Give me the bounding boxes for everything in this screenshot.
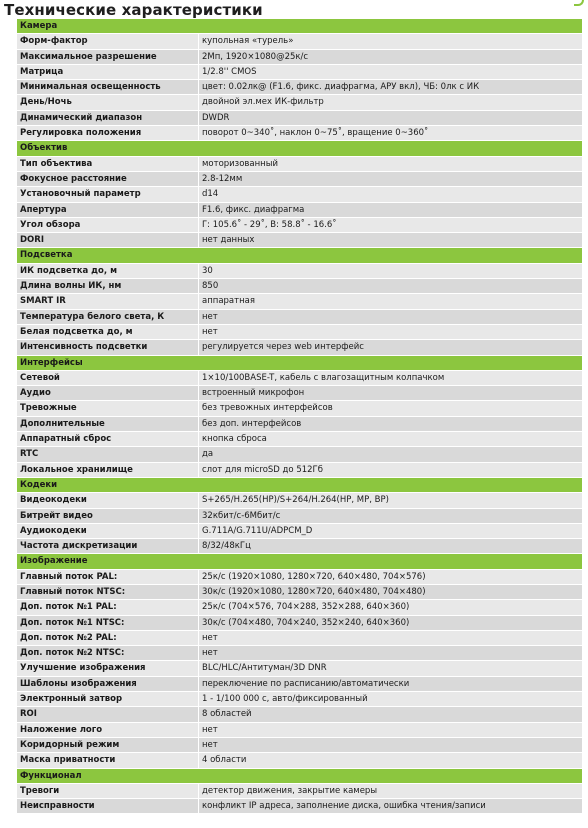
spec-value: нет: [202, 311, 218, 322]
spec-value: d14: [202, 189, 219, 200]
spec-row: [17, 570, 582, 585]
section-header: Функционал: [17, 769, 582, 784]
spec-row: [17, 432, 582, 447]
spec-row: [17, 126, 582, 141]
spec-key: Белая подсветка до, м: [17, 325, 199, 339]
section-header: Интерфейсы: [17, 356, 582, 371]
spec-value: 25к/с (704×576, 704×288, 352×288, 640×360): [202, 602, 410, 613]
spec-row: [17, 738, 582, 753]
spec-key: Неисправности: [17, 799, 199, 813]
spec-row: [17, 386, 582, 401]
spec-key: Маска приватности: [17, 753, 199, 767]
spec-key: Частота дискретизации: [17, 539, 199, 553]
spec-row: [17, 264, 582, 279]
spec-key: Главный поток PAL:: [17, 570, 199, 584]
spec-row: [17, 539, 582, 554]
spec-value: без тревожных интерфейсов: [202, 403, 333, 414]
spec-key: Апертура: [17, 203, 199, 217]
spec-key: Шаблоны изображения: [17, 677, 199, 691]
spec-value: кнопка сброса: [202, 434, 267, 445]
spec-key: Электронный затвор: [17, 692, 199, 706]
spec-value: S+265/H.265(HP)/S+264/H.264(HP, MP, BP): [202, 495, 389, 506]
spec-key: Динамический диапазон: [17, 111, 199, 125]
spec-value: переключение по расписанию/автоматически: [202, 678, 410, 689]
spec-value: 32кбит/с-6Мбит/с: [202, 510, 281, 521]
spec-key: День/Ночь: [17, 95, 199, 109]
spec-key: Дополнительные: [17, 417, 199, 431]
spec-value: 2Мп, 1920×1080@25к/с: [202, 51, 309, 62]
spec-value: нет: [202, 326, 218, 337]
spec-value: 8/32/48кГц: [202, 541, 251, 552]
spec-row: [17, 218, 582, 233]
spec-key: ИК подсветка до, м: [17, 264, 199, 278]
spec-row: [17, 723, 582, 738]
section-header: Изображение: [17, 554, 582, 569]
spec-value: конфликт IP адреса, заполнение диска, ошибка чтения/записи: [202, 801, 486, 812]
spec-value: нет: [202, 648, 218, 659]
section-header: Кодеки: [17, 478, 582, 493]
spec-value: аппаратная: [202, 296, 255, 307]
spec-row: [17, 784, 582, 799]
spec-row: [17, 203, 582, 218]
spec-row: [17, 371, 582, 386]
spec-value: 8 областей: [202, 709, 252, 720]
spec-key: Минимальная освещенность: [17, 80, 199, 94]
spec-key: Тревожные: [17, 401, 199, 415]
spec-key: Аудиокодеки: [17, 524, 199, 538]
spec-row: [17, 616, 582, 631]
spec-row: [17, 753, 582, 768]
spec-key: Тревоги: [17, 784, 199, 798]
spec-row: [17, 279, 582, 294]
spec-value: слот для microSD до 512Гб: [202, 464, 323, 475]
spec-value: нет: [202, 724, 218, 735]
spec-row: [17, 325, 582, 340]
spec-value: 30: [202, 265, 213, 276]
spec-row: [17, 463, 582, 478]
spec-key: Установочный параметр: [17, 187, 199, 201]
spec-row: [17, 187, 582, 202]
spec-table: [17, 19, 582, 814]
spec-value: двойной эл.мех ИК-фильтр: [202, 97, 324, 108]
spec-row: [17, 340, 582, 355]
spec-value: да: [202, 449, 214, 460]
spec-row: [17, 65, 582, 80]
spec-value: 4 области: [202, 755, 247, 766]
spec-row: [17, 157, 582, 172]
spec-value: 1/2.8'' CMOS: [202, 66, 257, 77]
section-header: Подсветка: [17, 248, 582, 263]
spec-value: 850: [202, 281, 219, 292]
spec-value: BLC/HLC/Антитуман/3D DNR: [202, 663, 327, 674]
spec-row: [17, 417, 582, 432]
spec-row: [17, 677, 582, 692]
spec-key: SMART IR: [17, 294, 199, 308]
spec-row: [17, 50, 582, 65]
spec-row: [17, 310, 582, 325]
spec-key: Коридорный режим: [17, 738, 199, 752]
spec-row: [17, 233, 582, 248]
spec-key: Матрица: [17, 65, 199, 79]
spec-value: G.711A/G.711U/ADPCM_D: [202, 525, 313, 536]
spec-value: DWDR: [202, 112, 230, 123]
spec-key: Доп. поток №1 NTSC:: [17, 616, 199, 630]
spec-key: Интенсивность подсветки: [17, 340, 199, 354]
spec-value: без доп. интерфейсов: [202, 418, 302, 429]
spec-value: нет данных: [202, 235, 255, 246]
spec-key: Тип объектива: [17, 157, 199, 171]
spec-value: 1×10/100BASE-T, кабель с влагозащитным колпачком: [202, 372, 445, 383]
spec-row: [17, 799, 582, 814]
section-header: Объектив: [17, 141, 582, 156]
spec-key: Локальное хранилище: [17, 463, 199, 477]
spec-value: F1.6, фикс. диафрагма: [202, 204, 305, 215]
corner-accent-icon: [574, 0, 584, 6]
spec-key: Видеокодеки: [17, 493, 199, 507]
spec-value: нет: [202, 632, 218, 643]
spec-value: детектор движения, закрытие камеры: [202, 785, 378, 796]
spec-key: Доп. поток №2 PAL:: [17, 631, 199, 645]
spec-row: [17, 509, 582, 524]
spec-row: [17, 646, 582, 661]
spec-row: [17, 692, 582, 707]
spec-key: Температура белого света, К: [17, 310, 199, 324]
spec-key: ROI: [17, 707, 199, 721]
spec-key: Наложение лого: [17, 723, 199, 737]
spec-value: регулируется через web интерфейс: [202, 342, 364, 353]
spec-key: Доп. поток №2 NTSC:: [17, 646, 199, 660]
spec-value: 25к/с (1920×1080, 1280×720, 640×480, 704×576): [202, 571, 426, 582]
spec-key: Регулировка положения: [17, 126, 199, 140]
spec-key: Форм-фактор: [17, 34, 199, 48]
spec-key: Главный поток NTSC:: [17, 585, 199, 599]
spec-value: моторизованный: [202, 158, 278, 169]
spec-key: Максимальное разрешение: [17, 50, 199, 64]
spec-value: встроенный микрофон: [202, 388, 305, 399]
spec-row: [17, 661, 582, 676]
spec-value: нет: [202, 739, 218, 750]
spec-key: Битрейт видео: [17, 509, 199, 523]
spec-value: цвет: 0.02лк@ (F1.6, фикс. диафрагма, АРУ вкл), ЧБ: 0лк с ИК: [202, 82, 480, 93]
spec-key: DORI: [17, 233, 199, 247]
spec-value: поворот 0~340˚, наклон 0~75˚, вращение 0~360˚: [202, 128, 429, 139]
spec-key: RTC: [17, 447, 199, 461]
spec-row: [17, 95, 582, 110]
spec-row: [17, 493, 582, 508]
spec-row: [17, 585, 582, 600]
section-header: Камера: [17, 19, 582, 34]
spec-row: [17, 34, 582, 49]
spec-row: [17, 631, 582, 646]
spec-key: Аппаратный сброс: [17, 432, 199, 446]
spec-row: [17, 111, 582, 126]
spec-row: [17, 80, 582, 95]
spec-key: Аудио: [17, 386, 199, 400]
spec-value: купольная «турель»: [202, 36, 294, 47]
page-title: Технические характеристики: [4, 1, 263, 19]
spec-row: [17, 447, 582, 462]
spec-key: Улучшение изображения: [17, 661, 199, 675]
spec-row: [17, 172, 582, 187]
spec-value: Г: 105.6˚ - 29˚, В: 58.8˚ - 16.6˚: [202, 219, 337, 230]
spec-key: Сетевой: [17, 371, 199, 385]
spec-key: Доп. поток №1 PAL:: [17, 600, 199, 614]
spec-row: [17, 600, 582, 615]
spec-key: Угол обзора: [17, 218, 199, 232]
spec-value: 30к/с (704×480, 704×240, 352×240, 640×360): [202, 617, 410, 628]
spec-row: [17, 294, 582, 309]
spec-key: Фокусное расстояние: [17, 172, 199, 186]
spec-value: 2.8-12мм: [202, 173, 243, 184]
spec-value: 30к/с (1920×1080, 1280×720, 640×480, 704×480): [202, 586, 426, 597]
spec-value: 1 - 1/100 000 с, авто/фиксированный: [202, 694, 368, 705]
spec-row: [17, 707, 582, 722]
spec-row: [17, 524, 582, 539]
spec-row: [17, 401, 582, 416]
spec-key: Длина волны ИК, нм: [17, 279, 199, 293]
